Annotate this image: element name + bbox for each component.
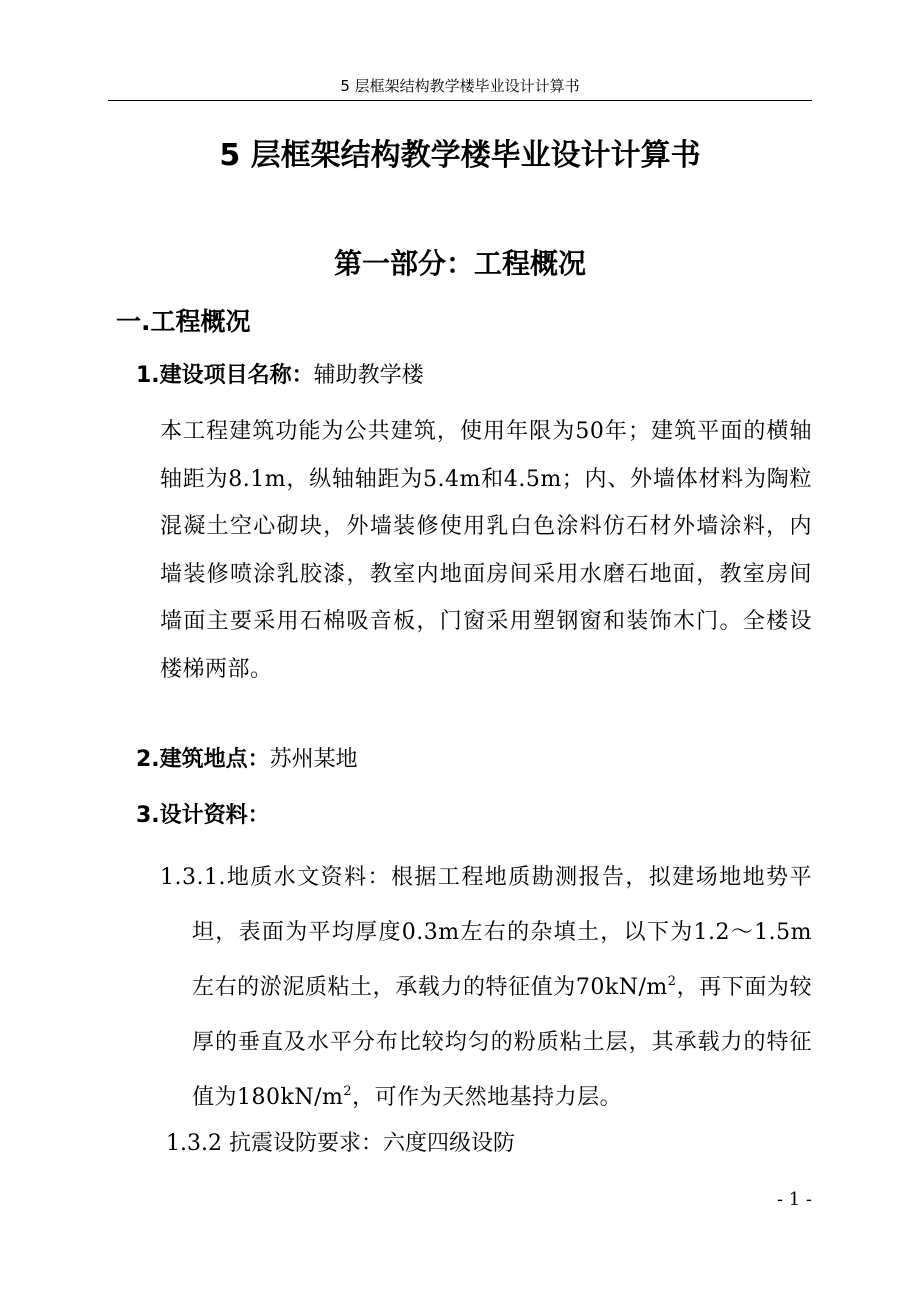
geology-text-part-b: ，再下面为较厚的垂直及水平分布比较均匀的粉质粘土层，其承载力的特征值为180kN/m xyxy=(192,975,812,1110)
part-title: 第一部分：工程概况 xyxy=(333,247,586,280)
item-building-site xyxy=(136,744,358,776)
page-number: - 1 - xyxy=(776,1189,812,1210)
section-heading: 一.工程概况 xyxy=(116,307,251,336)
project-description-paragraph: 本工程建筑功能为公共建筑，使用年限为50年；建筑平面的横轴轴距为8.1m，纵轴轴距为5.4m和4.5m；内、外墙体材料为陶粒混凝土空心砌块，外墙装修使用乳白色涂料仿石材外墙涂料，内墙装修喷涂乳胶漆，教室内地面房间采用水磨石地面，教室房间墙面主要采用石棉吸音板，门窗采用塑钢窗和装饰木门。全楼设楼梯两部。 xyxy=(160,419,812,682)
item-label: 1.建设项目名称： xyxy=(136,363,314,388)
item-label: 3.设计资料： xyxy=(136,803,270,828)
item-label: 2.建筑地点： xyxy=(136,747,270,772)
subsection-seismic: 1.3.2 抗震设防要求：六度四级设防 xyxy=(166,1131,515,1156)
geology-text-part-a: 1.3.1.地质水文资料：根据工程地质勘测报告，拟建场地地势平坦，表面为平均厚度0.3m左右的杂填土，以下为1.2～1.5m左右的淤泥质粘土，承载力的特征值为70kN/m xyxy=(160,865,812,1000)
item-project-name xyxy=(136,360,424,392)
subsection-geology xyxy=(160,850,812,1125)
superscript-2: 2 xyxy=(343,1084,353,1099)
document-title: 5 层框架结构教学楼毕业设计计算书 xyxy=(219,138,701,173)
item-design-data xyxy=(136,800,270,832)
header-rule xyxy=(108,100,812,101)
geology-text-part-c: ，可作为天然地基持力层。 xyxy=(352,1085,623,1110)
item-value: 苏州某地 xyxy=(269,747,358,772)
running-header: 5 层框架结构教学楼毕业设计计算书 xyxy=(340,77,580,95)
superscript-2: 2 xyxy=(667,974,677,989)
item-value: 辅助教学楼 xyxy=(313,363,424,388)
